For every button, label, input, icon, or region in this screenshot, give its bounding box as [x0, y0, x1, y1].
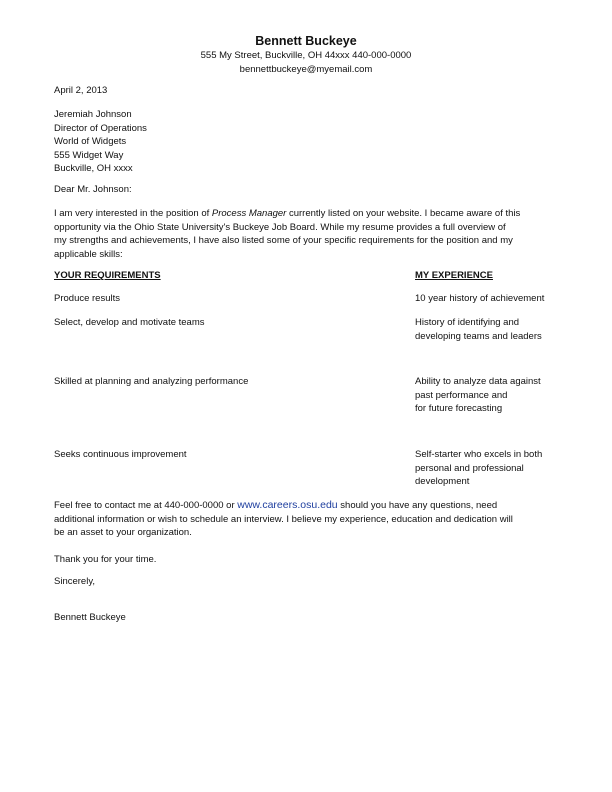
recipient-company: World of Widgets: [54, 136, 127, 147]
recipient-city: Buckville, OH xxxx: [54, 163, 133, 174]
intro-paragraph: [54, 207, 559, 261]
letterhead: [0, 34, 612, 77]
intro-text-a: I am very interested in the position of: [54, 208, 212, 219]
experience-line: for future forecasting: [415, 403, 503, 414]
intro-line-4: applicable skills:: [54, 248, 123, 260]
recipient-block: [54, 108, 147, 176]
experience-heading: MY EXPERIENCE: [415, 270, 493, 281]
thanks-text: Thank you for your time.: [54, 554, 157, 565]
letter-date: [54, 84, 107, 98]
experience-item: [415, 375, 541, 416]
experience-line: developing teams and leaders: [415, 330, 542, 342]
closing-line-1: [54, 499, 559, 513]
sender-address: 555 My Street, Buckville, OH 44xxx 440-000-0000: [200, 50, 412, 61]
valediction: [54, 575, 95, 589]
salutation: [54, 183, 132, 197]
thanks-line: [54, 553, 156, 567]
experience-line: Ability to analyze data against: [415, 376, 541, 387]
salutation-text: Dear Mr. Johnson:: [54, 184, 132, 195]
closing-line-2: additional information or wish to schedule an interview. I believe my experience, education and dedication will: [54, 513, 513, 525]
closing-text-a: Feel free to contact me at 440-000-0000 or: [54, 500, 238, 511]
intro-text-b: currently listed on your website. I became aware of this: [286, 208, 521, 219]
closing-line-3: be an asset to your organization.: [54, 527, 192, 538]
date-text: April 2, 2013: [54, 85, 108, 96]
recipient-title: Director of Operations: [54, 122, 147, 134]
experience-line: past performance and: [415, 389, 508, 401]
intro-line-1: [54, 207, 559, 221]
closing-paragraph: [54, 499, 559, 540]
sender-name: Bennett Buckeye: [255, 34, 357, 48]
experience-line: Self-starter who excels in both: [415, 449, 543, 460]
intro-line-2: opportunity via the Ohio State University's Buckeye Job Board. While my resume provides a full overview of: [54, 221, 506, 233]
requirements-heading: YOUR REQUIREMENTS: [54, 270, 161, 281]
sender-email: bennettbuckeye@myemail.com: [239, 64, 373, 75]
position-title: Process Manager: [211, 208, 287, 219]
experience-line: development: [415, 476, 470, 487]
recipient-name: Jeremiah Johnson: [54, 109, 132, 120]
experience-line: History of identifying and: [415, 317, 520, 328]
requirement-item: Produce results: [54, 293, 121, 304]
intro-line-3: my strengths and achievements, I have also listed some of your specific requirements for the position and my: [54, 235, 513, 246]
signature: [54, 611, 126, 625]
closing-text-b: should you have any questions, need: [337, 500, 498, 511]
experience-line: personal and professional: [415, 462, 524, 474]
requirement-item: Select, develop and motivate teams: [54, 317, 205, 328]
requirement-item: Skilled at planning and analyzing performance: [54, 376, 249, 387]
signature-name: Bennett Buckeye: [54, 612, 126, 623]
experience-line: 10 year history of achievement: [415, 293, 545, 304]
recipient-street: 555 Widget Way: [54, 149, 124, 161]
valediction-text: Sincerely,: [54, 576, 96, 587]
requirement-item: Seeks continuous improvement: [54, 449, 187, 460]
careers-website-link[interactable]: www.careers.osu.edu: [237, 499, 338, 511]
experience-item: [415, 292, 544, 306]
experience-item: [415, 448, 542, 489]
experience-item: [415, 316, 542, 343]
